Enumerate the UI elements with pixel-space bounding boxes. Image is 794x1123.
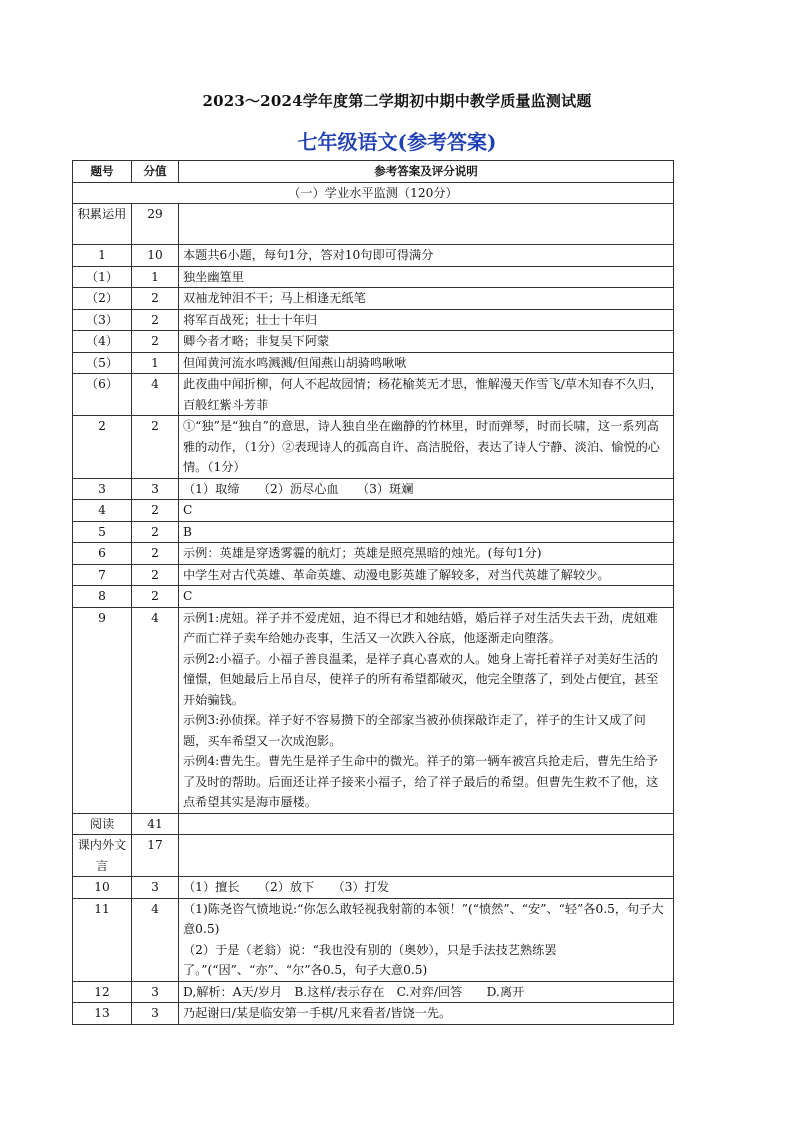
answer-text bbox=[179, 564, 674, 586]
answer-paragraph: 示例2:小福子。小福子善良温柔，是祥子真心喜欢的人。她身上寄托着祥子对美好生活的憧憬，但她最后上吊自尽，使祥子的所有希望都破灭，他完全堕落了，到处占便宜，甚至开始骗钱。 bbox=[183, 651, 659, 707]
question-score: 2 bbox=[132, 416, 179, 479]
table-row bbox=[73, 543, 674, 565]
table-row bbox=[73, 835, 674, 877]
question-number: 6 bbox=[73, 543, 132, 565]
answer-paragraph: （1)陈尧咨气愤地说:“你怎么敢轻视我射箭的本领！”(“愤然”、“安”、“轻”各0.5，句子大意0.5) bbox=[183, 901, 664, 936]
question-score: 2 bbox=[132, 331, 179, 353]
answer-paragraph: （2）于是（老翁）说：“我也没有别的（奥妙），只是手法技艺熟练罢了。”(“因”、“亦”、“尔”各0.5，句子大意0.5) bbox=[183, 942, 557, 977]
table-row bbox=[73, 981, 674, 1003]
answer-text bbox=[179, 898, 674, 981]
answer-text bbox=[179, 374, 674, 416]
question-score: 2 bbox=[132, 586, 179, 608]
table-row bbox=[73, 245, 674, 267]
answer-paragraph: 示例3:孙侦探。祥子好不容易攒下的全部家当被孙侦探敲诈走了，祥子的生计又成了问题，买车希望又一次成泡影。 bbox=[183, 713, 646, 748]
answer-text bbox=[179, 288, 674, 310]
answer-text bbox=[179, 813, 674, 835]
table-row bbox=[73, 586, 674, 608]
table-row bbox=[73, 352, 674, 374]
answer-text bbox=[179, 478, 674, 500]
answer-text bbox=[179, 607, 674, 813]
answer-text bbox=[179, 309, 674, 331]
answer-table bbox=[72, 160, 674, 1025]
answer-paragraph: D,解析：A天/岁月 B.这样/表示存在 C.对弈/回答 D.离开 bbox=[183, 984, 525, 999]
question-number: （2） bbox=[73, 288, 132, 310]
question-score: 4 bbox=[132, 607, 179, 813]
answer-paragraph: 双袖龙钟泪不干；马上相逢无纸笔 bbox=[183, 291, 366, 305]
question-score: 10 bbox=[132, 245, 179, 267]
column-header-number: 题号 bbox=[73, 161, 132, 183]
answer-text bbox=[179, 266, 674, 288]
table-row bbox=[73, 564, 674, 586]
table-row bbox=[73, 500, 674, 522]
question-number: （3） bbox=[73, 309, 132, 331]
answer-text bbox=[179, 981, 674, 1003]
answer-text bbox=[179, 352, 674, 374]
table-row bbox=[73, 309, 674, 331]
section-row bbox=[73, 182, 674, 204]
question-number: 积累运用 bbox=[73, 204, 132, 245]
question-score: 3 bbox=[132, 478, 179, 500]
section-label: （一）学业水平监测（120分） bbox=[73, 182, 674, 204]
answer-paragraph: 示例1:虎妞。祥子并不爱虎妞，迫不得已才和她结婚，婚后祥子对生活失去干劲，虎妞难产而亡祥子卖车给她办丧事，生活又一次跌入谷底，他逐渐走向堕落。 bbox=[183, 610, 658, 645]
answer-text bbox=[179, 877, 674, 899]
document-title: 2023～2024学年度第二学期初中期中教学质量监测试题 bbox=[202, 92, 592, 110]
answer-text bbox=[179, 245, 674, 267]
question-number: 1 bbox=[73, 245, 132, 267]
question-number: 4 bbox=[73, 500, 132, 522]
answer-text bbox=[179, 500, 674, 522]
table-row bbox=[73, 813, 674, 835]
question-number: 8 bbox=[73, 586, 132, 608]
table-row bbox=[73, 331, 674, 353]
answer-paragraph: 但闻黄河流水鸣溅溅/但闻燕山胡骑鸣啾啾 bbox=[183, 355, 407, 370]
answer-text bbox=[179, 521, 674, 543]
answer-paragraph: 此夜曲中闻折柳，何人不起故园情；杨花榆荚无才思，惟解漫天作雪飞/草木知春不久归，百般红紫斗芳菲 bbox=[183, 377, 663, 412]
question-score: 4 bbox=[132, 374, 179, 416]
answer-paragraph: （1）擅长 （2）放下 （3）打发 bbox=[183, 880, 390, 894]
answer-paragraph: 中学生对古代英雄、革命英雄、动漫电影英雄了解较多，对当代英雄了解较少。 bbox=[183, 567, 610, 582]
answer-paragraph: C bbox=[183, 503, 193, 517]
question-number: 阅读 bbox=[73, 813, 132, 835]
question-score: 1 bbox=[132, 266, 179, 288]
table-row bbox=[73, 288, 674, 310]
question-number: 12 bbox=[73, 981, 132, 1003]
table-header-row bbox=[73, 161, 674, 183]
question-score: 3 bbox=[132, 981, 179, 1003]
answer-text bbox=[179, 835, 674, 877]
answer-text bbox=[179, 586, 674, 608]
question-score: 2 bbox=[132, 521, 179, 543]
document-subtitle: 七年级语文(参考答案) bbox=[297, 130, 497, 154]
question-number: 5 bbox=[73, 521, 132, 543]
question-number: （6） bbox=[73, 374, 132, 416]
question-number: 课内外文言 bbox=[73, 835, 132, 877]
question-score: 41 bbox=[132, 813, 179, 835]
question-number: 11 bbox=[73, 898, 132, 981]
answer-paragraph: 乃起谢曰/某是临安第一手棋/凡来看者/皆饶一先。 bbox=[183, 1006, 452, 1020]
question-number: 2 bbox=[73, 416, 132, 479]
column-header-answer: 参考答案及评分说明 bbox=[179, 161, 674, 183]
question-number: （4） bbox=[73, 331, 132, 353]
answer-paragraph: （1）取缔 （2）沥尽心血 （3）斑斓 bbox=[183, 481, 414, 496]
question-number: 3 bbox=[73, 478, 132, 500]
question-score: 17 bbox=[132, 835, 179, 877]
table-row bbox=[73, 374, 674, 416]
question-score: 2 bbox=[132, 543, 179, 565]
question-score: 2 bbox=[132, 564, 179, 586]
answer-paragraph: 独坐幽篁里 bbox=[183, 269, 244, 284]
answer-text bbox=[179, 331, 674, 353]
answer-paragraph: 本题共6小题，每句1分，答对10句即可得满分 bbox=[183, 248, 434, 262]
table-row bbox=[73, 266, 674, 288]
table-row bbox=[73, 204, 674, 245]
answer-paragraph: 将军百战死；壮士十年归 bbox=[183, 312, 318, 327]
question-number: 13 bbox=[73, 1003, 132, 1025]
answer-text bbox=[179, 1003, 674, 1025]
answer-paragraph: B bbox=[183, 524, 192, 539]
answer-text bbox=[179, 416, 674, 479]
answer-text bbox=[179, 204, 674, 245]
question-score: 2 bbox=[132, 309, 179, 331]
table-row bbox=[73, 1003, 674, 1025]
question-number: 10 bbox=[73, 877, 132, 899]
answer-paragraph: 卿今者才略；非复吴下阿蒙 bbox=[183, 334, 330, 348]
question-number: （5） bbox=[73, 352, 132, 374]
table-row bbox=[73, 898, 674, 981]
question-score: 29 bbox=[132, 204, 179, 245]
question-number: （1） bbox=[73, 266, 132, 288]
question-score: 3 bbox=[132, 877, 179, 899]
table-row bbox=[73, 607, 674, 813]
answer-text bbox=[179, 543, 674, 565]
question-number: 9 bbox=[73, 607, 132, 813]
question-score: 4 bbox=[132, 898, 179, 981]
answer-paragraph: 示例4:曹先生。曹先生是祥子生命中的微光。祥子的第一辆车被宫兵抢走后，曹先生给予了及时的帮助。后面还让祥子接来小福子，给了祥子最后的希望。但曹先生救不了他，这点希望其实是海市蜃楼。 bbox=[183, 754, 659, 809]
column-header-score: 分值 bbox=[132, 161, 179, 183]
question-number: 7 bbox=[73, 564, 132, 586]
question-score: 3 bbox=[132, 1003, 179, 1025]
question-score: 1 bbox=[132, 352, 179, 374]
table-row bbox=[73, 478, 674, 500]
answer-paragraph: C bbox=[183, 589, 193, 603]
answer-paragraph: 示例：英雄是穿透雾霾的航灯；英雄是照亮黑暗的烛光。(每句1分) bbox=[183, 546, 542, 560]
question-score: 2 bbox=[132, 500, 179, 522]
table-row bbox=[73, 521, 674, 543]
table-row bbox=[73, 416, 674, 479]
question-score: 2 bbox=[132, 288, 179, 310]
answer-paragraph: ①“独”是“独自”的意思，诗人独自坐在幽静的竹林里，时而弹琴，时而长啸，这一系列高雅的动作，（1分）②表现诗人的孤高自许、高洁脱俗，表达了诗人宁静、淡泊、愉悦的心情。（1分） bbox=[183, 419, 660, 474]
table-row bbox=[73, 877, 674, 899]
